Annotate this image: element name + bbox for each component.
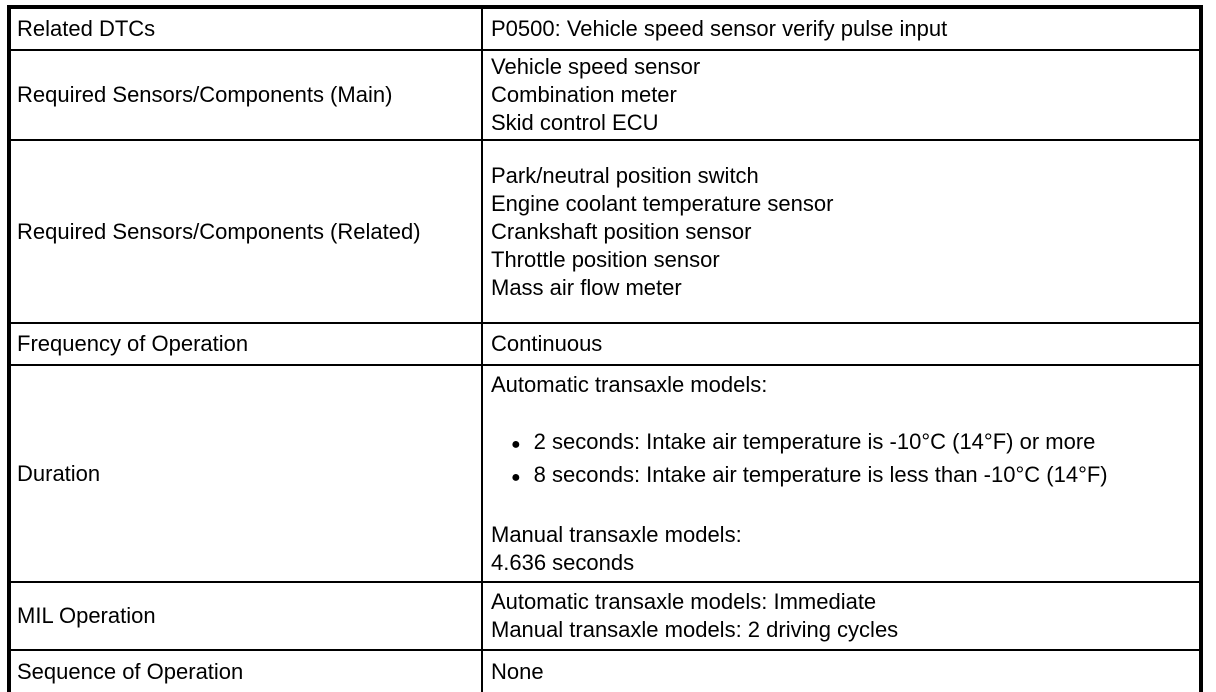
table-row-frequency-of-operation (9, 323, 1201, 365)
value-line: Vehicle speed sensor (491, 54, 701, 79)
table-row-mil-operation (9, 582, 1201, 650)
bullet-list (491, 427, 1193, 493)
value-line: Skid control ECU (491, 110, 659, 135)
table-row-related-dtcs (9, 7, 1201, 50)
value-line: Park/neutral position switch (491, 162, 759, 188)
row-label: Duration (9, 365, 482, 582)
row-value (482, 365, 1201, 582)
value-line: Manual transaxle models: 2 driving cycles (491, 617, 899, 642)
row-label: Required Sensors/Components (Main) (9, 50, 482, 140)
table-row-sequence-of-operation (9, 650, 1201, 692)
row-value (482, 323, 1201, 365)
row-value (482, 582, 1201, 650)
value-line: P0500: Vehicle speed sensor verify pulse input (491, 16, 948, 41)
value-line: Combination meter (491, 82, 677, 107)
row-value (482, 7, 1201, 50)
value-line: Automatic transaxle models: (491, 371, 768, 397)
bullet-icon: ● (511, 468, 521, 486)
value-line: Throttle position sensor (491, 246, 720, 272)
value-line: Crankshaft position sensor (491, 218, 752, 244)
row-label: Sequence of Operation (9, 650, 482, 692)
row-label: MIL Operation (9, 582, 482, 650)
value-line: Continuous (491, 331, 603, 356)
value-line: Automatic transaxle models: Immediate (491, 589, 877, 614)
row-value (482, 140, 1201, 323)
row-label: Required Sensors/Components (Related) (9, 140, 482, 323)
value-line: Manual transaxle models: (491, 521, 742, 547)
table-row-required-sensors-related (9, 140, 1201, 323)
bullet-text: 8 seconds: Intake air temperature is less than -10°C (14°F) (533, 461, 1108, 487)
table-row-required-sensors-main (9, 50, 1201, 140)
value-line: None (491, 658, 544, 684)
table-row-duration (9, 365, 1201, 582)
dtc-info-table (7, 5, 1203, 692)
bullet-text: 2 seconds: Intake air temperature is -10°C (14°F) or more (533, 428, 1096, 454)
row-value (482, 50, 1201, 140)
row-label: Related DTCs (9, 7, 482, 50)
value-line: Engine coolant temperature sensor (491, 190, 834, 216)
row-value (482, 650, 1201, 692)
row-label: Frequency of Operation (9, 323, 482, 365)
bullet-icon: ● (511, 435, 521, 453)
value-line: Mass air flow meter (491, 274, 682, 300)
bullet-item (511, 427, 1193, 460)
value-line: 4.636 seconds (491, 549, 635, 575)
bullet-item (511, 460, 1193, 493)
